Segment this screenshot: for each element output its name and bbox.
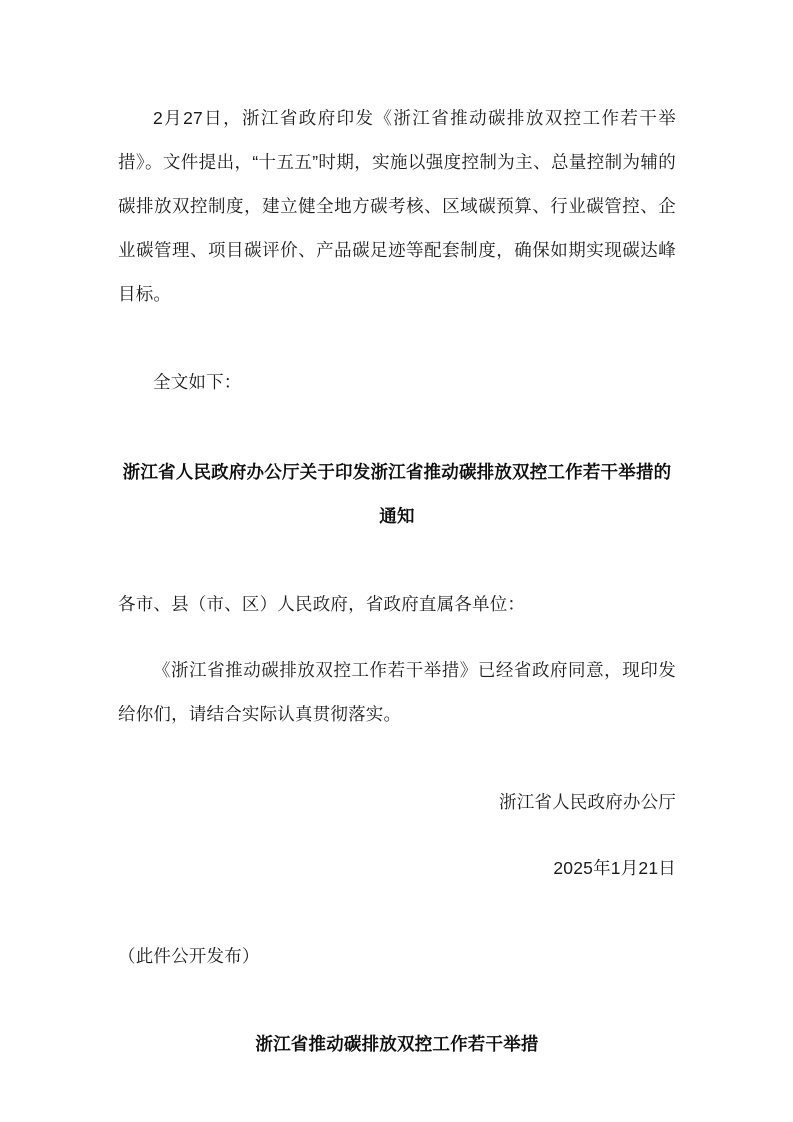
spacer-before-signature: [118, 736, 676, 780]
body-paragraph: 《浙江省推动碳排放双控工作若干举措》已经省政府同意，现印发给你们，请结合实际认真贯彻落实。: [118, 660, 676, 724]
spacer-after-intro: [118, 316, 676, 360]
spacer-after-addressee: [118, 626, 676, 648]
signature-block: [118, 780, 676, 890]
spacer-after-title: [118, 538, 676, 582]
spacer-before-title: [118, 404, 676, 450]
intro-paragraph: 2月27日，浙江省政府印发《浙江省推动碳排放双控工作若干举措》。文件提出，“十五五”时期，实施以强度控制为主、总量控制为辅的碳排放双控制度，建立健全地方碳考核、区域碳预算、行业碳管控、企业碳管理、项目碳评价、产品碳足迹等配套制度，确保如期实现碳达峰目标。: [118, 108, 676, 304]
spacer-before-publication-note: [118, 890, 676, 934]
publication-note: （此件公开发布）: [118, 946, 260, 966]
full-text-label: 全文如下：: [153, 372, 242, 392]
signature-issuer: 浙江省人民政府办公厅: [499, 792, 676, 812]
spacer-before-measures-heading: [118, 978, 676, 1022]
signature-date: 2025年1月21日: [553, 858, 676, 878]
addressee-line: 各市、县（市、区）人民政府，省政府直属各单位：: [118, 594, 526, 614]
spacer-between-signature-lines: [118, 824, 676, 846]
measures-heading: 浙江省推动碳排放双控工作若干举措: [255, 1034, 539, 1054]
document-content: [118, 96, 676, 1066]
notice-title: 浙江省人民政府办公厅关于印发浙江省推动碳排放双控工作若干举措的通知: [122, 462, 672, 526]
